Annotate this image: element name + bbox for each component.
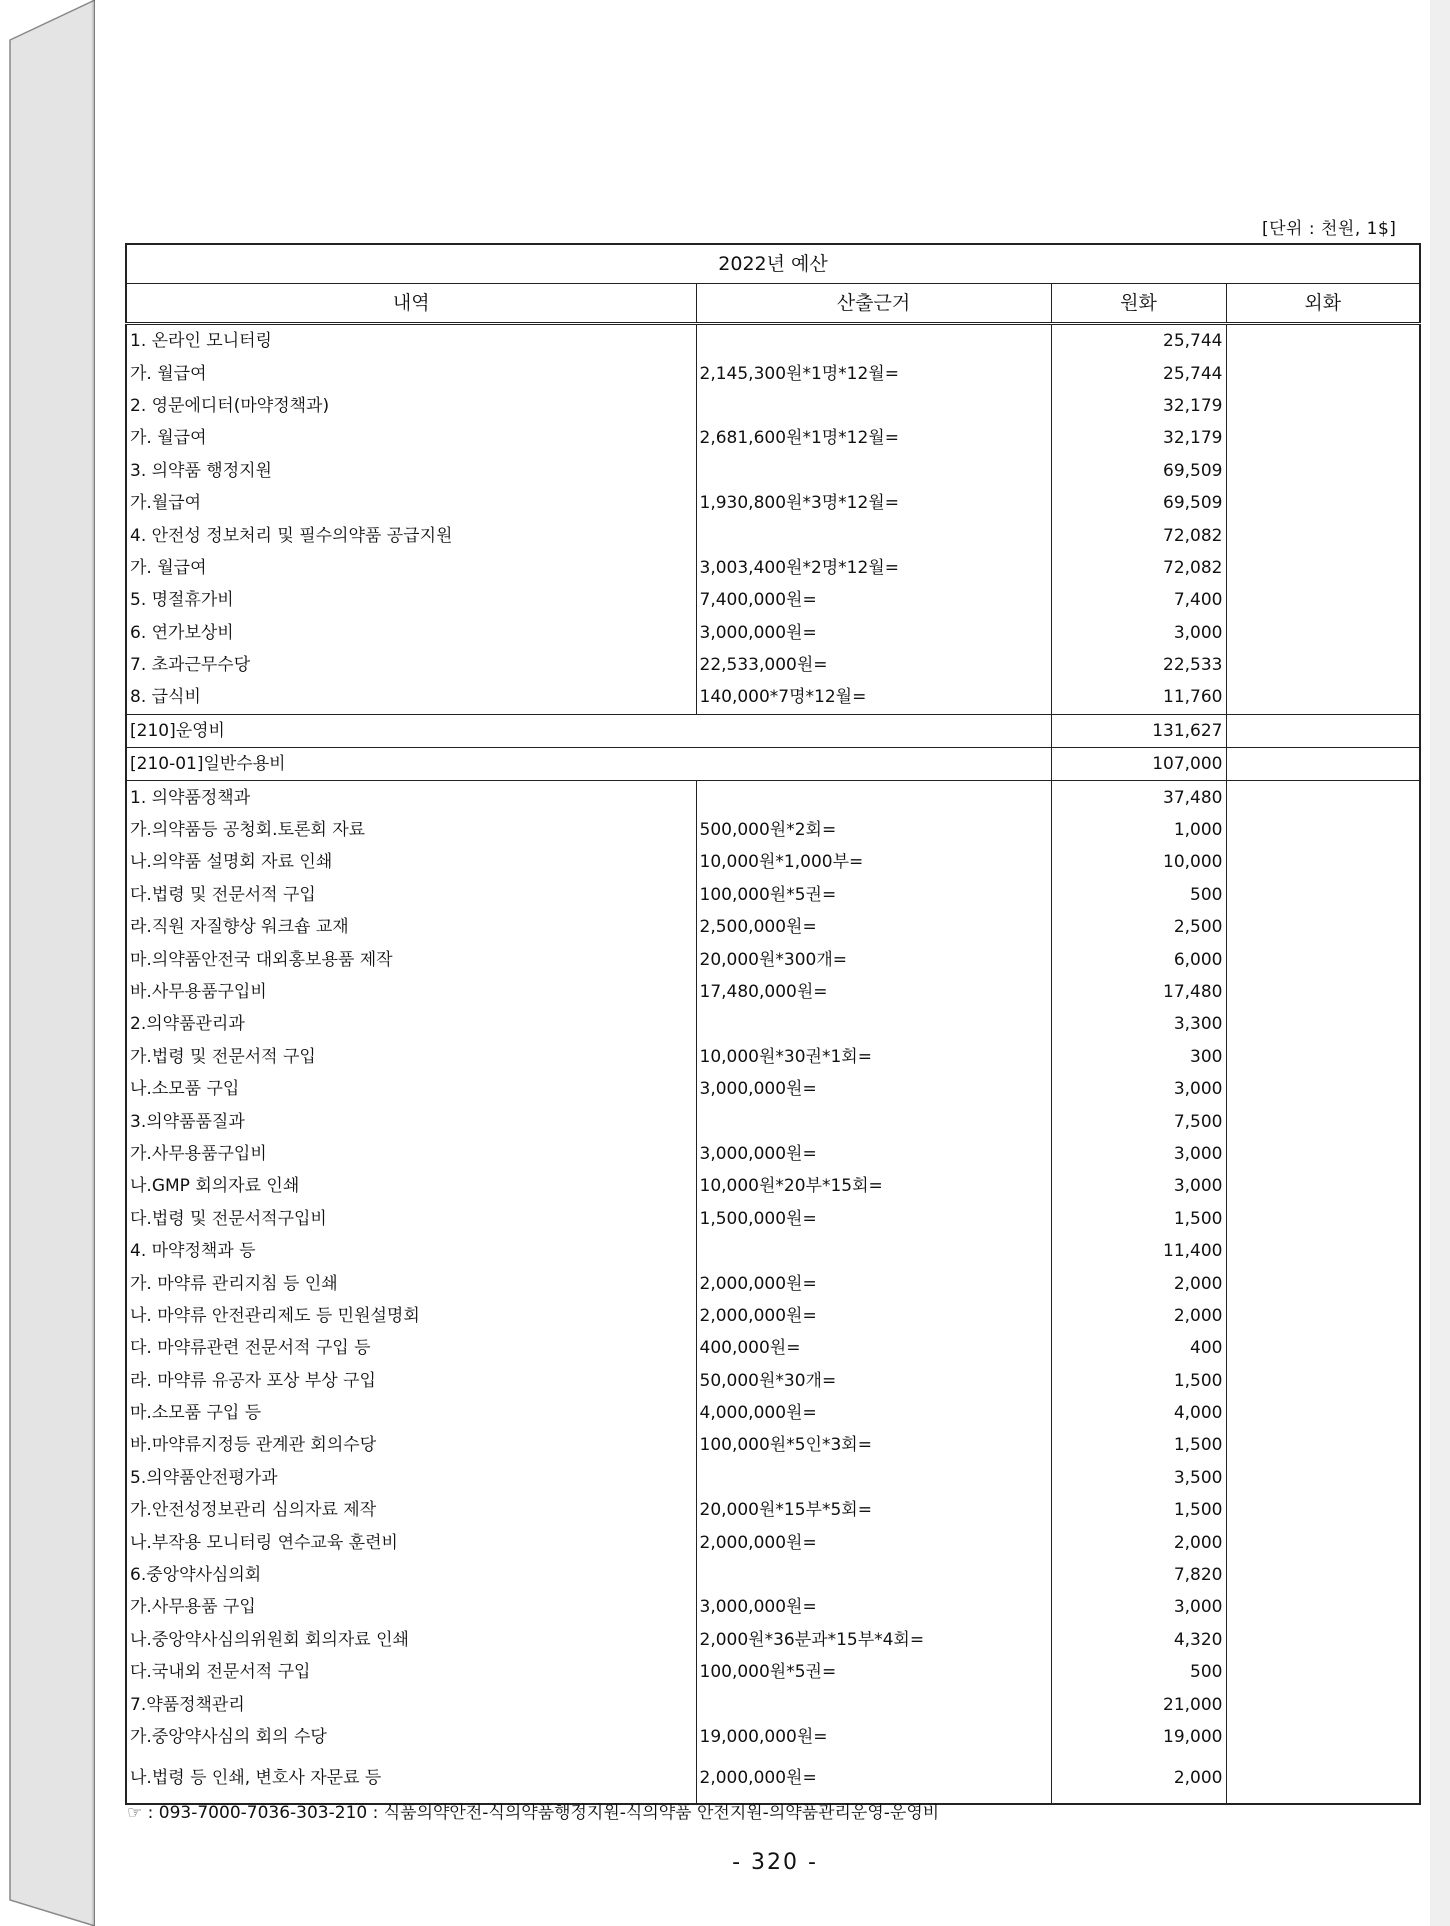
row-krw-amount: 131,627 — [1051, 714, 1226, 747]
row-item: 가.법령 및 전문서적 구입 — [126, 1041, 696, 1073]
row-krw-amount: 1,500 — [1051, 1429, 1226, 1461]
row-krw-amount: 7,820 — [1051, 1559, 1226, 1591]
row-item: 7.약품정책관리 — [126, 1688, 696, 1720]
row-item: 가.중앙약사심의 회의 수당 — [126, 1721, 696, 1753]
row-foreign-amount — [1226, 1041, 1420, 1073]
row-basis: 400,000원= — [696, 1332, 1051, 1364]
row-basis: 2,000,000원= — [696, 1300, 1051, 1332]
row-basis: 17,480,000원= — [696, 976, 1051, 1008]
row-krw-amount: 2,500 — [1051, 911, 1226, 943]
row-foreign-amount — [1226, 1170, 1420, 1202]
row-item: 나.중앙약사심의위원회 회의자료 인쇄 — [126, 1624, 696, 1656]
table-row — [126, 1008, 1420, 1040]
row-krw-amount: 22,533 — [1051, 649, 1226, 681]
table-row — [126, 1203, 1420, 1235]
table-row — [126, 617, 1420, 649]
row-krw-amount: 72,082 — [1051, 519, 1226, 551]
row-item: 2. 영문에디터(마약정책과) — [126, 390, 696, 422]
table-row — [126, 781, 1420, 814]
table-row — [126, 390, 1420, 422]
row-basis: 2,000,000원= — [696, 1753, 1051, 1804]
row-krw-amount: 107,000 — [1051, 748, 1226, 781]
row-item: 나.GMP 회의자료 인쇄 — [126, 1170, 696, 1202]
table-row — [126, 1332, 1420, 1364]
row-basis: 2,000원*36분과*15부*4회= — [696, 1624, 1051, 1656]
row-krw-amount: 69,509 — [1051, 455, 1226, 487]
row-item: 3. 의약품 행정지원 — [126, 455, 696, 487]
row-foreign-amount — [1226, 1105, 1420, 1137]
row-item: 다.국내외 전문서적 구입 — [126, 1656, 696, 1688]
row-krw-amount: 32,179 — [1051, 390, 1226, 422]
table-row — [126, 911, 1420, 943]
row-item: 1. 의약품정책과 — [126, 781, 696, 814]
row-item: 5. 명절휴가비 — [126, 584, 696, 616]
row-basis: 2,145,300원*1명*12월= — [696, 357, 1051, 389]
row-foreign-amount — [1226, 1073, 1420, 1105]
table-row — [126, 1526, 1420, 1558]
table-row — [126, 519, 1420, 551]
row-basis — [696, 1688, 1051, 1720]
row-item: 바.마약류지정등 관계관 회의수당 — [126, 1429, 696, 1461]
row-item: 가.사무용품구입비 — [126, 1138, 696, 1170]
row-foreign-amount — [1226, 1429, 1420, 1461]
row-item: 가. 월급여 — [126, 357, 696, 389]
row-foreign-amount — [1226, 552, 1420, 584]
table-row — [126, 1656, 1420, 1688]
row-krw-amount: 69,509 — [1051, 487, 1226, 519]
row-krw-amount: 2,000 — [1051, 1753, 1226, 1804]
row-item: 6. 연가보상비 — [126, 617, 696, 649]
row-basis: 3,000,000원= — [696, 1073, 1051, 1105]
table-row — [126, 422, 1420, 454]
row-foreign-amount — [1226, 1656, 1420, 1688]
row-basis: 3,000,000원= — [696, 1591, 1051, 1623]
row-krw-amount: 2,000 — [1051, 1267, 1226, 1299]
row-foreign-amount — [1226, 1753, 1420, 1804]
row-krw-amount: 1,000 — [1051, 814, 1226, 846]
row-item: 다.법령 및 전문서적 구입 — [126, 879, 696, 911]
row-krw-amount: 300 — [1051, 1041, 1226, 1073]
table-row — [126, 1138, 1420, 1170]
table-row — [126, 1300, 1420, 1332]
row-krw-amount: 7,400 — [1051, 584, 1226, 616]
row-foreign-amount — [1226, 748, 1420, 781]
table-row — [126, 584, 1420, 616]
row-krw-amount: 1,500 — [1051, 1494, 1226, 1526]
table-row — [126, 357, 1420, 389]
unit-label: [단위 : 천원, 1$] — [1262, 219, 1397, 239]
row-foreign-amount — [1226, 1235, 1420, 1267]
row-foreign-amount — [1226, 1591, 1420, 1623]
row-item: 7. 초과근무수당 — [126, 649, 696, 681]
row-basis: 2,000,000원= — [696, 1526, 1051, 1558]
row-krw-amount: 1,500 — [1051, 1203, 1226, 1235]
row-basis — [696, 1559, 1051, 1591]
row-item: 나.소모품 구입 — [126, 1073, 696, 1105]
row-item: 가.사무용품 구입 — [126, 1591, 696, 1623]
row-krw-amount: 25,744 — [1051, 357, 1226, 389]
row-foreign-amount — [1226, 1494, 1420, 1526]
row-foreign-amount — [1226, 781, 1420, 814]
row-foreign-amount — [1226, 943, 1420, 975]
table-row — [126, 1429, 1420, 1461]
table-row — [126, 1591, 1420, 1623]
row-basis — [696, 1462, 1051, 1494]
table-row — [126, 681, 1420, 714]
row-basis: 19,000,000원= — [696, 1721, 1051, 1753]
table-row — [126, 1559, 1420, 1591]
table-row — [126, 1397, 1420, 1429]
table-row — [126, 976, 1420, 1008]
budget-table — [125, 243, 1421, 1805]
row-basis: 10,000원*30권*1회= — [696, 1041, 1051, 1073]
row-krw-amount: 72,082 — [1051, 552, 1226, 584]
table-row — [126, 649, 1420, 681]
row-basis: 3,003,400원*2명*12월= — [696, 552, 1051, 584]
row-krw-amount: 10,000 — [1051, 846, 1226, 878]
row-basis: 140,000*7명*12월= — [696, 681, 1051, 714]
row-foreign-amount — [1226, 1462, 1420, 1494]
row-krw-amount: 500 — [1051, 1656, 1226, 1688]
row-foreign-amount — [1226, 455, 1420, 487]
row-item: 바.사무용품구입비 — [126, 976, 696, 1008]
row-item: 가. 월급여 — [126, 422, 696, 454]
table-row — [126, 552, 1420, 584]
row-foreign-amount — [1226, 1688, 1420, 1720]
row-item: 나.부작용 모니터링 연수교육 훈련비 — [126, 1526, 696, 1558]
row-foreign-amount — [1226, 357, 1420, 389]
row-item: 마.의약품안전국 대외홍보용품 제작 — [126, 943, 696, 975]
row-krw-amount: 11,760 — [1051, 681, 1226, 714]
row-basis: 22,533,000원= — [696, 649, 1051, 681]
table-row — [126, 1624, 1420, 1656]
row-basis: 10,000원*20부*15회= — [696, 1170, 1051, 1202]
row-basis: 20,000원*300개= — [696, 943, 1051, 975]
table-row — [126, 487, 1420, 519]
table-row — [126, 1105, 1420, 1137]
row-basis: 3,000,000원= — [696, 617, 1051, 649]
row-krw-amount: 32,179 — [1051, 422, 1226, 454]
column-header-foreign: 외화 — [1226, 284, 1420, 324]
row-item: [210]운영비 — [126, 714, 1051, 747]
row-basis — [696, 781, 1051, 814]
row-krw-amount: 3,500 — [1051, 1462, 1226, 1494]
row-basis: 2,000,000원= — [696, 1267, 1051, 1299]
row-basis: 100,000원*5권= — [696, 1656, 1051, 1688]
row-foreign-amount — [1226, 422, 1420, 454]
pointing-hand-icon: ☞ — [127, 1803, 143, 1823]
row-basis — [696, 519, 1051, 551]
row-krw-amount: 3,000 — [1051, 1170, 1226, 1202]
row-foreign-amount — [1226, 649, 1420, 681]
row-item: 가. 월급여 — [126, 552, 696, 584]
row-krw-amount: 400 — [1051, 1332, 1226, 1364]
row-krw-amount: 11,400 — [1051, 1235, 1226, 1267]
row-item: 1. 온라인 모니터링 — [126, 324, 696, 358]
row-foreign-amount — [1226, 846, 1420, 878]
row-item: 다. 마약류관련 전문서적 구입 등 — [126, 1332, 696, 1364]
table-row — [126, 1494, 1420, 1526]
row-basis: 100,000원*5인*3회= — [696, 1429, 1051, 1461]
table-row — [126, 879, 1420, 911]
row-krw-amount: 37,480 — [1051, 781, 1226, 814]
row-basis: 10,000원*1,000부= — [696, 846, 1051, 878]
row-krw-amount: 2,000 — [1051, 1526, 1226, 1558]
table-row — [126, 1267, 1420, 1299]
table-row — [126, 1365, 1420, 1397]
row-foreign-amount — [1226, 814, 1420, 846]
row-krw-amount: 500 — [1051, 879, 1226, 911]
row-basis — [696, 324, 1051, 358]
table-row — [126, 748, 1420, 781]
row-foreign-amount — [1226, 1721, 1420, 1753]
row-foreign-amount — [1226, 1267, 1420, 1299]
row-krw-amount: 2,000 — [1051, 1300, 1226, 1332]
row-krw-amount: 7,500 — [1051, 1105, 1226, 1137]
row-foreign-amount — [1226, 519, 1420, 551]
row-foreign-amount — [1226, 1008, 1420, 1040]
row-krw-amount: 21,000 — [1051, 1688, 1226, 1720]
row-basis — [696, 1105, 1051, 1137]
row-item: 나.의약품 설명회 자료 인쇄 — [126, 846, 696, 878]
table-row — [126, 324, 1420, 358]
row-item: 3.의약품품질과 — [126, 1105, 696, 1137]
row-foreign-amount — [1226, 681, 1420, 714]
row-item: 나. 마약류 안전관리제도 등 민원설명회 — [126, 1300, 696, 1332]
row-foreign-amount — [1226, 1559, 1420, 1591]
row-krw-amount: 3,000 — [1051, 1073, 1226, 1105]
row-krw-amount: 3,000 — [1051, 617, 1226, 649]
table-row — [126, 714, 1420, 747]
row-item: 라.직원 자질향상 워크숍 교재 — [126, 911, 696, 943]
row-item: 가. 마약류 관리지침 등 인쇄 — [126, 1267, 696, 1299]
row-basis — [696, 1235, 1051, 1267]
column-header-basis: 산출근거 — [696, 284, 1051, 324]
row-basis: 4,000,000원= — [696, 1397, 1051, 1429]
row-basis: 7,400,000원= — [696, 584, 1051, 616]
column-header-item: 내역 — [126, 284, 696, 324]
row-foreign-amount — [1226, 1526, 1420, 1558]
column-header-krw: 원화 — [1051, 284, 1226, 324]
row-krw-amount: 3,000 — [1051, 1591, 1226, 1623]
row-item: 나.법령 등 인쇄, 변호사 자문료 등 — [126, 1753, 696, 1804]
row-foreign-amount — [1226, 390, 1420, 422]
table-row — [126, 1721, 1420, 1753]
row-basis — [696, 455, 1051, 487]
row-foreign-amount — [1226, 879, 1420, 911]
row-basis: 2,500,000원= — [696, 911, 1051, 943]
row-item: 가.의약품등 공청회.토론회 자료 — [126, 814, 696, 846]
row-foreign-amount — [1226, 1138, 1420, 1170]
row-krw-amount: 3,000 — [1051, 1138, 1226, 1170]
row-foreign-amount — [1226, 617, 1420, 649]
row-item: 다.법령 및 전문서적구입비 — [126, 1203, 696, 1235]
row-foreign-amount — [1226, 1332, 1420, 1364]
row-basis: 1,500,000원= — [696, 1203, 1051, 1235]
table-row — [126, 814, 1420, 846]
row-basis: 3,000,000원= — [696, 1138, 1051, 1170]
table-row — [126, 846, 1420, 878]
footnote-text: : 093-7000-7036-303-210 : 식품의약안전-식의약품행정지원-식의약품 안전지원-의약품관리운영-운영비 — [147, 1803, 940, 1823]
table-row — [126, 1753, 1420, 1804]
table-row — [126, 1688, 1420, 1720]
row-item: 5.의약품안전평가과 — [126, 1462, 696, 1494]
row-krw-amount: 17,480 — [1051, 976, 1226, 1008]
row-basis: 20,000원*15부*5회= — [696, 1494, 1051, 1526]
row-basis — [696, 390, 1051, 422]
page-number: - 320 - — [732, 1850, 818, 1875]
row-basis — [696, 1008, 1051, 1040]
row-foreign-amount — [1226, 324, 1420, 358]
table-row — [126, 1041, 1420, 1073]
row-item: [210-01]일반수용비 — [126, 748, 1051, 781]
row-krw-amount: 4,000 — [1051, 1397, 1226, 1429]
row-basis: 100,000원*5권= — [696, 879, 1051, 911]
row-foreign-amount — [1226, 911, 1420, 943]
row-item: 가.안전성정보관리 심의자료 제작 — [126, 1494, 696, 1526]
row-item: 2.의약품관리과 — [126, 1008, 696, 1040]
row-krw-amount: 1,500 — [1051, 1365, 1226, 1397]
row-item: 4. 안전성 정보처리 및 필수의약품 공급지원 — [126, 519, 696, 551]
row-foreign-amount — [1226, 1397, 1420, 1429]
year-header: 2022년 예산 — [126, 244, 1420, 284]
row-foreign-amount — [1226, 584, 1420, 616]
row-basis: 2,681,600원*1명*12월= — [696, 422, 1051, 454]
table-row — [126, 1462, 1420, 1494]
table-row — [126, 1073, 1420, 1105]
table-row — [126, 455, 1420, 487]
row-item: 4. 마약정책과 등 — [126, 1235, 696, 1267]
row-item: 8. 급식비 — [126, 681, 696, 714]
row-foreign-amount — [1226, 714, 1420, 747]
table-row — [126, 943, 1420, 975]
row-item: 라. 마약류 유공자 포상 부상 구입 — [126, 1365, 696, 1397]
row-basis: 500,000원*2회= — [696, 814, 1051, 846]
row-basis: 1,930,800원*3명*12월= — [696, 487, 1051, 519]
row-item: 마.소모품 구입 등 — [126, 1397, 696, 1429]
row-item: 가.월급여 — [126, 487, 696, 519]
row-foreign-amount — [1226, 976, 1420, 1008]
row-foreign-amount — [1226, 1624, 1420, 1656]
budget-table-body — [126, 324, 1420, 1805]
row-krw-amount: 4,320 — [1051, 1624, 1226, 1656]
row-krw-amount: 25,744 — [1051, 324, 1226, 358]
row-krw-amount: 6,000 — [1051, 943, 1226, 975]
row-foreign-amount — [1226, 487, 1420, 519]
row-foreign-amount — [1226, 1365, 1420, 1397]
row-foreign-amount — [1226, 1300, 1420, 1332]
table-row — [126, 1235, 1420, 1267]
row-foreign-amount — [1226, 1203, 1420, 1235]
row-krw-amount: 3,300 — [1051, 1008, 1226, 1040]
row-basis: 50,000원*30개= — [696, 1365, 1051, 1397]
row-item: 6.중앙약사심의회 — [126, 1559, 696, 1591]
table-row — [126, 1170, 1420, 1202]
account-code-footnote — [127, 1798, 939, 1823]
row-krw-amount: 19,000 — [1051, 1721, 1226, 1753]
